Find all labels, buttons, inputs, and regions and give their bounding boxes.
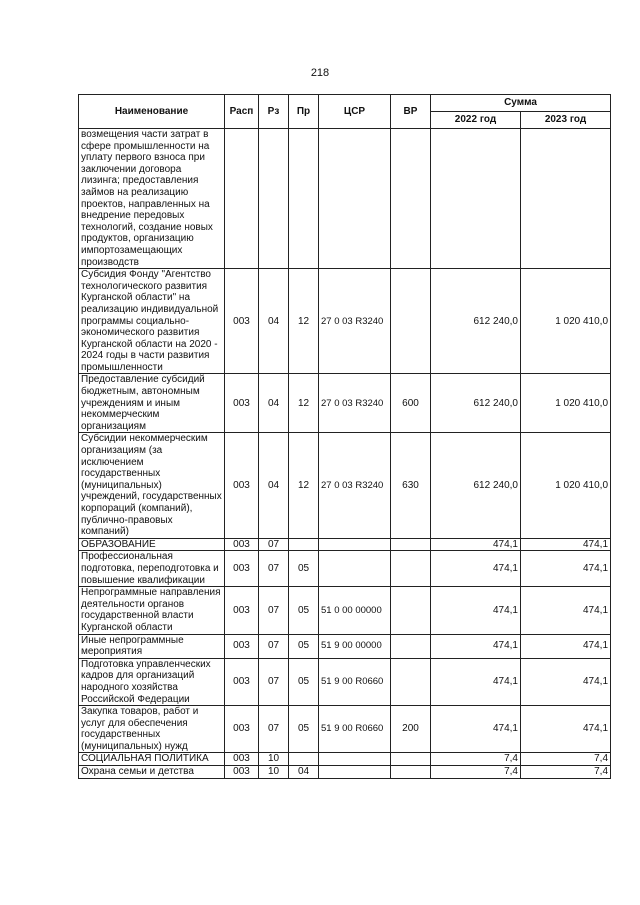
cell-y2023	[521, 129, 611, 269]
cell-vr	[391, 129, 431, 269]
cell-csr: 51 9 00 R0660	[319, 706, 391, 753]
table-row	[79, 634, 611, 658]
cell-rz: 10	[259, 753, 289, 766]
cell-rz: 07	[259, 587, 289, 634]
header-sum: Сумма	[431, 95, 611, 112]
header-csr: ЦСР	[319, 95, 391, 129]
cell-rz: 07	[259, 658, 289, 705]
cell-vr	[391, 587, 431, 634]
cell-rasp: 003	[225, 587, 259, 634]
cell-rasp: 003	[225, 753, 259, 766]
cell-csr	[319, 538, 391, 551]
cell-y2022	[431, 129, 521, 269]
table-row	[79, 269, 611, 374]
cell-y2023: 1 020 410,0	[521, 374, 611, 433]
cell-name: ОБРАЗОВАНИЕ	[79, 538, 225, 551]
table-row	[79, 753, 611, 766]
cell-y2023: 1 020 410,0	[521, 433, 611, 538]
cell-rz: 07	[259, 551, 289, 587]
cell-pr: 05	[289, 551, 319, 587]
cell-name: Субсидия Фонду "Агентство технологического развития Курганской области" на реализацию индивидуальной программы социально-экономического развития Курганской области на 2020 - 2024 годы в части развития промышленности	[79, 269, 225, 374]
cell-rasp: 003	[225, 538, 259, 551]
cell-name: Закупка товаров, работ и услуг для обеспечения государственных (муниципальных) нужд	[79, 706, 225, 753]
cell-pr: 05	[289, 587, 319, 634]
cell-rasp: 003	[225, 658, 259, 705]
cell-rz: 10	[259, 766, 289, 779]
cell-pr: 12	[289, 269, 319, 374]
cell-y2023: 7,4	[521, 753, 611, 766]
cell-name: Непрограммные направления деятельности органов государственной власти Курганской области	[79, 587, 225, 634]
cell-y2022: 612 240,0	[431, 269, 521, 374]
cell-vr	[391, 658, 431, 705]
cell-y2022: 474,1	[431, 634, 521, 658]
cell-rasp: 003	[225, 706, 259, 753]
cell-rasp: 003	[225, 766, 259, 779]
cell-rz	[259, 129, 289, 269]
cell-y2022: 7,4	[431, 753, 521, 766]
table-row	[79, 551, 611, 587]
table-row	[79, 658, 611, 705]
cell-vr: 630	[391, 433, 431, 538]
cell-name: Иные непрограммные мероприятия	[79, 634, 225, 658]
table-row	[79, 587, 611, 634]
cell-vr	[391, 753, 431, 766]
cell-y2022: 474,1	[431, 551, 521, 587]
cell-pr	[289, 129, 319, 269]
cell-rasp: 003	[225, 269, 259, 374]
cell-y2022: 474,1	[431, 538, 521, 551]
cell-rasp: 003	[225, 374, 259, 433]
cell-y2023: 1 020 410,0	[521, 269, 611, 374]
cell-csr: 51 0 00 00000	[319, 587, 391, 634]
table-row	[79, 374, 611, 433]
cell-y2023: 474,1	[521, 538, 611, 551]
cell-y2023: 474,1	[521, 706, 611, 753]
cell-y2022: 7,4	[431, 766, 521, 779]
cell-y2023: 474,1	[521, 634, 611, 658]
cell-name: Подготовка управленческих кадров для организаций народного хозяйства Российской Федерации	[79, 658, 225, 705]
cell-rasp: 003	[225, 551, 259, 587]
cell-vr	[391, 538, 431, 551]
table-row	[79, 433, 611, 538]
cell-vr	[391, 766, 431, 779]
cell-name: Субсидии некоммерческим организациям (за исключением государственных (муниципальных) учреждений, государственных корпораций (компаний), публично-правовых компаний)	[79, 433, 225, 538]
cell-pr	[289, 753, 319, 766]
cell-y2022: 474,1	[431, 706, 521, 753]
cell-y2023: 474,1	[521, 551, 611, 587]
cell-csr: 27 0 03 R3240	[319, 269, 391, 374]
cell-vr	[391, 551, 431, 587]
cell-rasp: 003	[225, 433, 259, 538]
cell-pr	[289, 538, 319, 551]
cell-csr	[319, 753, 391, 766]
cell-vr: 200	[391, 706, 431, 753]
cell-vr: 600	[391, 374, 431, 433]
cell-vr	[391, 634, 431, 658]
cell-csr: 51 9 00 00000	[319, 634, 391, 658]
table-header	[79, 95, 611, 129]
header-2022: 2022 год	[431, 112, 521, 129]
cell-csr	[319, 551, 391, 587]
cell-rasp	[225, 129, 259, 269]
cell-name: Предоставление субсидий бюджетным, автономным учреждениям и иным некоммерческим организациям	[79, 374, 225, 433]
cell-csr	[319, 129, 391, 269]
cell-y2022: 474,1	[431, 658, 521, 705]
header-rz: Рз	[259, 95, 289, 129]
table-row	[79, 766, 611, 779]
cell-y2023: 7,4	[521, 766, 611, 779]
cell-y2022: 612 240,0	[431, 433, 521, 538]
page-number: 218	[310, 67, 330, 79]
table-body	[79, 129, 611, 779]
cell-rz: 07	[259, 634, 289, 658]
cell-vr	[391, 269, 431, 374]
cell-rz: 04	[259, 433, 289, 538]
cell-name: возмещения части затрат в сфере промышленности на уплату первого взноса при заключении договора лизинга; предоставления займов на реализацию проектов, направленных на внедрение передовых технологий, создание новых продуктов, организацию импортозамещающих производств	[79, 129, 225, 269]
cell-name: Профессиональная подготовка, переподготовка и повышение квалификации	[79, 551, 225, 587]
table-row	[79, 706, 611, 753]
cell-pr: 05	[289, 658, 319, 705]
header-name: Наименование	[79, 95, 225, 129]
cell-rz: 04	[259, 374, 289, 433]
cell-pr: 12	[289, 374, 319, 433]
cell-csr: 51 9 00 R0660	[319, 658, 391, 705]
cell-y2023: 474,1	[521, 658, 611, 705]
cell-rz: 07	[259, 538, 289, 551]
cell-pr: 12	[289, 433, 319, 538]
table-row	[79, 538, 611, 551]
cell-name: Охрана семьи и детства	[79, 766, 225, 779]
cell-csr: 27 0 03 R3240	[319, 374, 391, 433]
cell-pr: 04	[289, 766, 319, 779]
cell-y2022: 474,1	[431, 587, 521, 634]
header-pr: Пр	[289, 95, 319, 129]
table-row	[79, 129, 611, 269]
budget-table	[78, 94, 611, 779]
cell-rz: 07	[259, 706, 289, 753]
header-2023: 2023 год	[521, 112, 611, 129]
cell-csr	[319, 766, 391, 779]
cell-y2023: 474,1	[521, 587, 611, 634]
cell-csr: 27 0 03 R3240	[319, 433, 391, 538]
header-vr: ВР	[391, 95, 431, 129]
cell-y2022: 612 240,0	[431, 374, 521, 433]
cell-rz: 04	[259, 269, 289, 374]
cell-rasp: 003	[225, 634, 259, 658]
cell-pr: 05	[289, 634, 319, 658]
cell-pr: 05	[289, 706, 319, 753]
cell-name: СОЦИАЛЬНАЯ ПОЛИТИКА	[79, 753, 225, 766]
header-rasp: Расп	[225, 95, 259, 129]
